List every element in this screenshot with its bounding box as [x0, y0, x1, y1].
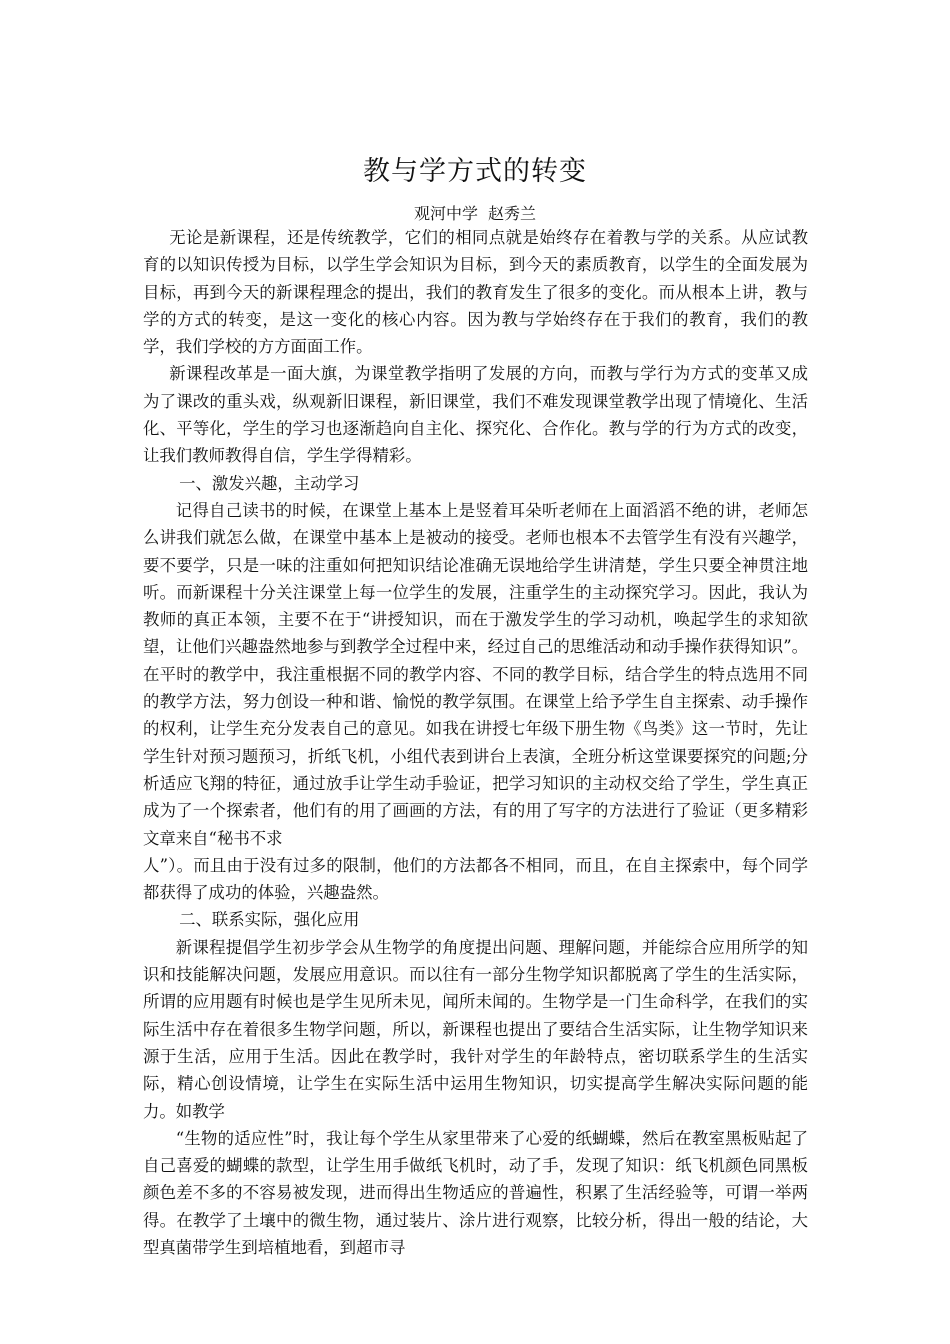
section-2-paragraph-continued: “生物的适应性”时，我让每个学生从家里带来了心爱的纸蝴蝶，然后在教室黑板贴起了自己喜爱的蝴蝶的款型，让学生用手做纸飞机时，动了手，发现了知识：纸飞机颜色同黑板颜色差不多的不容易被发现，进而得出生物适应的普遍性，积累了生活经验等，可谓一举两得。在教学了土壤中的微生物，通过装片、涂片进行观察，比较分析，得出一般的结论，大型真菌带学生到培植地看，到超市寻 [143, 1128, 808, 1257]
author-line [0, 202, 950, 226]
section-heading-2: 二、联系实际，强化应用 [179, 910, 360, 930]
section-1-paragraph-continued: 人”）。而且由于没有过多的限制，他们的方法都各不相同，而且，在自主探索中，每个同学都获得了成功的体验，兴趣盎然。 [143, 855, 808, 903]
document-body [143, 224, 808, 1261]
author-school: 观河中学 [413, 204, 478, 223]
section-1-paragraph: 记得自己读书的时候，在课堂上基本上是竖着耳朵听老师在上面滔滔不绝的讲，老师怎么讲我们就怎么做，在课堂中基本上是被动的接受。老师也根本不去管学生有没有兴趣学，要不要学，只是一味的注重如何把知识结论准确无误地给学生讲清楚，学生只要全神贯注地听。而新课程十分关注课堂上每一位学生的发展，注重学生的主动探究学习。因此，我认为教师的真正本领，主要不在于“讲授知识，而在于激发学生的学习动机，唤起学生的求知欲望，让他们兴趣盎然地参与到教学全过程中来，经过自己的思维活动和动手操作获得知识”。在平时的教学中，我注重根据不同的教学内容、不同的教学目标，结合学生的特点选用不同的教学方法，努力创设一种和谐、愉悦的教学氛围。在课堂上给予学生自主探索、动手操作的权利，让学生充分发表自己的意见。如我在讲授七年级下册生物《鸟类》这一节时，先让学生针对预习题预习，折纸飞机，小组代表到讲台上表演，全班分析这堂课要探究的问题;分析适应飞翔的特征，通过放手让学生动手验证，把学习知识的主动权交给了学生，学生真正成为了一个探索者，他们有的用了画画的方法，有的用了写字的方法进行了验证（更多精彩文章来自“秘书不求 [143, 500, 808, 848]
section-heading-1: 一、激发兴趣，主动学习 [179, 473, 360, 493]
intro-paragraph-2: 新课程改革是一面大旗，为课堂教学指明了发展的方向，而教与学行为方式的变革又成为了课改的重头戏，纵观新旧课程，新旧课堂，我们不难发现课堂教学出现了情境化、生活化、平等化，学生的学习也逐渐趋向自主化、探究化、合作化。教与学的行为方式的改变，让我们教师教得自信，学生学得精彩。 [143, 364, 808, 466]
document-title: 教与学方式的转变 [363, 156, 587, 187]
author-name: 赵秀兰 [488, 204, 537, 223]
intro-paragraph-1: 无论是新课程，还是传统教学，它们的相同点就是始终存在着教与学的关系。从应试教育的以知识传授为目标，以学生学会知识为目标，到今天的素质教育，以学生的全面发展为目标，再到今天的新课程理念的提出，我们的教育发生了很多的变化。而从根本上讲，教与学的方式的转变，是这一变化的核心内容。因为教与学始终存在于我们的教育，我们的教学，我们学校的方方面面工作。 [143, 228, 808, 357]
section-2-paragraph: 新课程提倡学生初步学会从生物学的角度提出问题、理解问题，并能综合应用所学的知识和技能解决问题，发展应用意识。而以往有一部分生物学知识都脱离了学生的生活实际，所谓的应用题有时候也是学生见所未见，闻所未闻的。生物学是一门生命科学，在我们的实际生活中存在着很多生物学问题，所以，新课程也提出了要结合生活实际，让生物学知识来源于生活，应用于生活。因此在教学时，我针对学生的年龄特点，密切联系学生的生活实际，精心创设情境，让学生在实际生活中运用生物知识，切实提高学生解决实际问题的能力。如教学 [143, 937, 808, 1121]
